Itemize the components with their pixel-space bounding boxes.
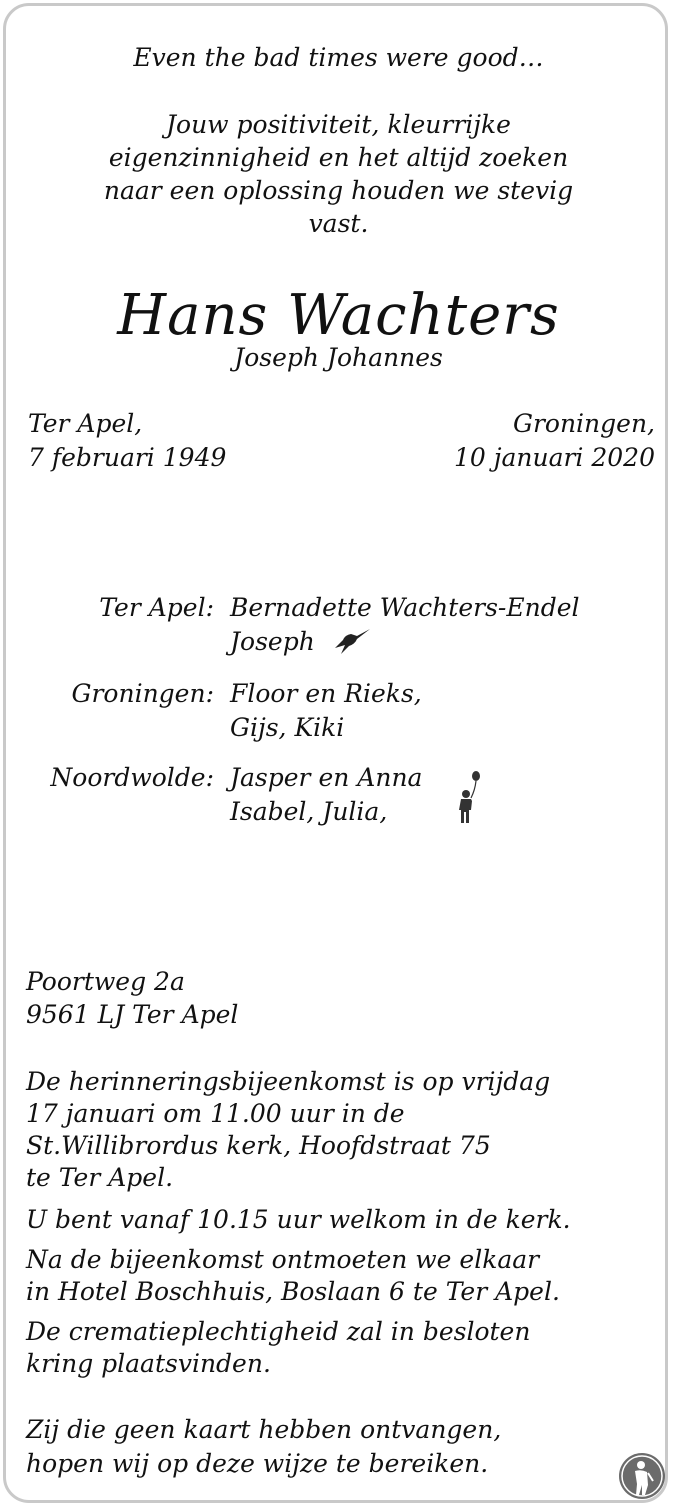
family-place-1: Ter Apel:: [99, 593, 214, 622]
closing-line-2: hopen wij op deze wijze te bereiken.: [26, 1449, 489, 1478]
family-line-3b: Isabel, Julia,: [230, 797, 388, 826]
ceremony-line-4: te Ter Apel.: [26, 1163, 174, 1192]
ceremony-line-8: De crematieplechtigheid zal in besloten: [26, 1317, 531, 1346]
closing-line-1: Zij die geen kaart hebben ontvangen,: [26, 1415, 502, 1444]
family-line-1b: Joseph: [230, 627, 315, 656]
mourning-figure-logo: [617, 1451, 667, 1501]
death-date: 10 januari 2020: [453, 443, 655, 472]
death-place: Groningen,: [512, 409, 655, 438]
ceremony-line-2: 17 januari om 11.00 uur in de: [26, 1099, 405, 1128]
ceremony-line-6: Na de bijeenkomst ontmoeten we elkaar: [26, 1245, 540, 1274]
birth-place: Ter Apel,: [28, 409, 143, 438]
ceremony-line-3: St.Willibrordus kerk, Hoofdstraat 75: [26, 1131, 491, 1160]
family-line-1a: Bernadette Wachters-Endel: [230, 593, 580, 622]
address-city: 9561 LJ Ter Apel: [26, 1000, 239, 1029]
address-street: Poortweg 2a: [26, 967, 185, 996]
family-place-3: Noordwolde:: [50, 763, 214, 792]
motto-line-3: eigenzinnigheid en het altijd zoeken: [108, 143, 569, 172]
hummingbird-icon: [333, 626, 371, 656]
birth-date: 7 februari 1949: [28, 443, 227, 472]
family-line-2b: Gijs, Kiki: [230, 713, 345, 742]
ceremony-line-9: kring plaatsvinden.: [26, 1349, 271, 1378]
child-with-balloon-icon: [454, 768, 484, 828]
motto-line-2: Jouw positiviteit, kleurrijke: [166, 110, 511, 139]
family-place-2: Groningen:: [71, 679, 214, 708]
ceremony-line-7: in Hotel Boschhuis, Boslaan 6 te Ter Apel.: [26, 1277, 560, 1306]
motto-line-5: vast.: [308, 209, 369, 238]
family-line-3a: Jasper en Anna: [230, 763, 423, 792]
family-line-2a: Floor en Rieks,: [230, 679, 422, 708]
motto-line-1: Even the bad times were good…: [133, 43, 544, 72]
ceremony-line-1: De herinneringsbijeenkomst is op vrijdag: [26, 1067, 551, 1096]
deceased-full-names: Joseph Johannes: [234, 343, 443, 372]
motto-line-4: naar een oplossing houden we stevig: [103, 176, 574, 205]
deceased-name: Hans Wachters: [117, 283, 560, 348]
ceremony-line-5: U bent vanaf 10.15 uur welkom in de kerk.: [26, 1205, 571, 1234]
